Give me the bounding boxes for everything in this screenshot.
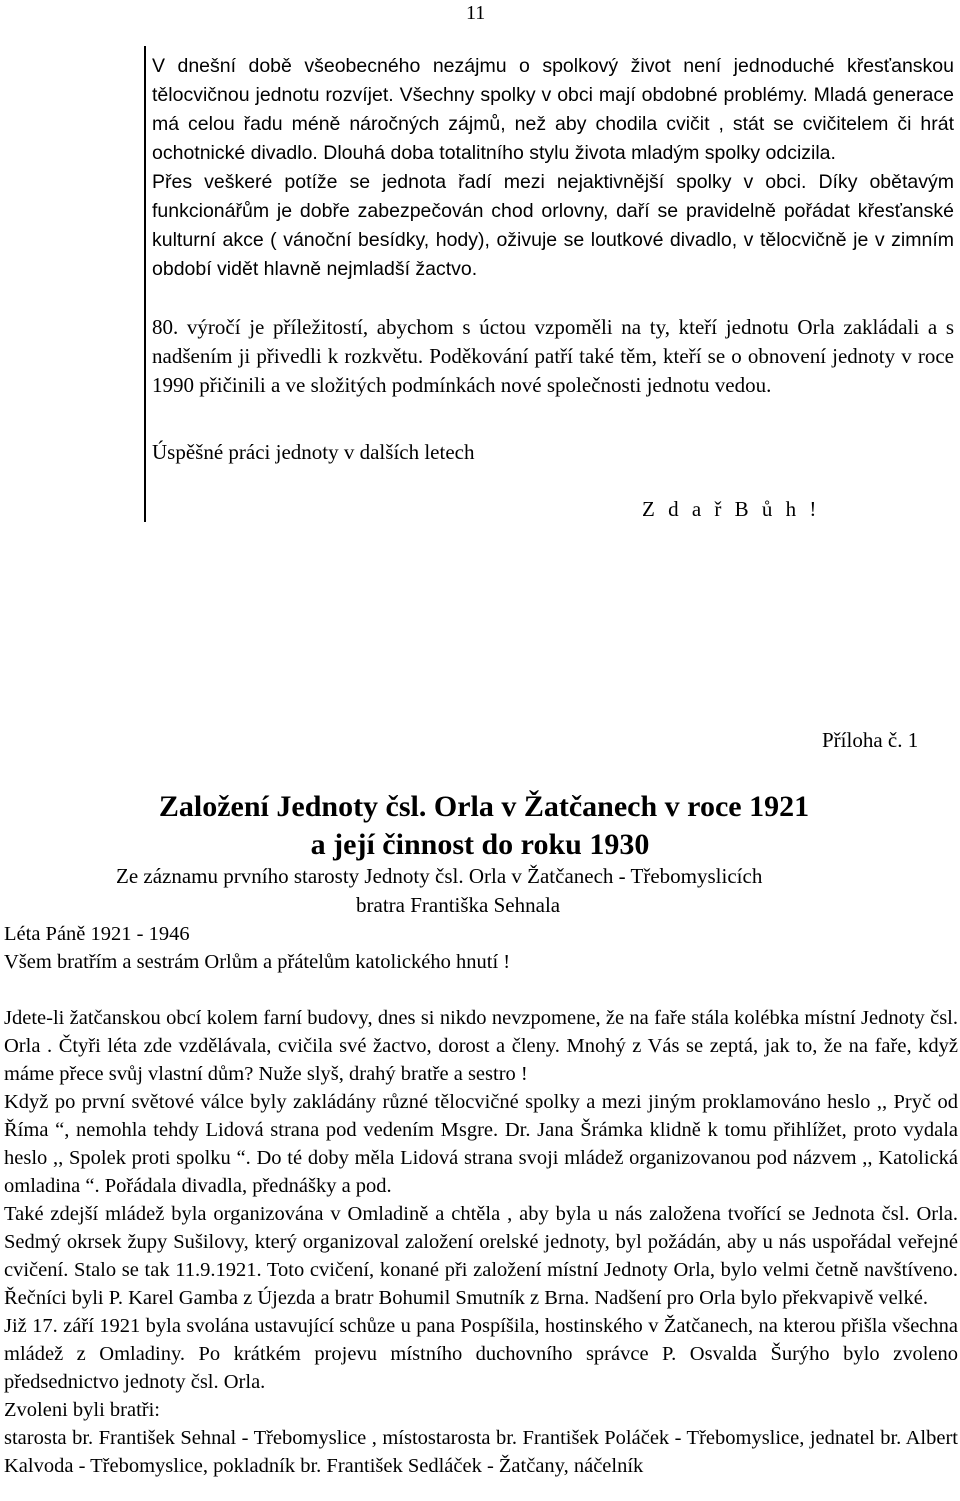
appendix-subtitle-line-2: bratra Františka Sehnala [356, 893, 561, 917]
intro-paragraph-3: 80. výročí je příležitostí, abychom s úctou vzpoměli na ty, kteří jednotu Orla zakládali a s nadšením ji přivedli k rozkvětu. Poděkování patří také těm, kteří se o obnovení jednoty v roce 1990 přičinili a ve složitých podmínkách nové společnosti jednotu vedou. [152, 315, 954, 397]
dedication-line: Všem bratřím a sestrám Orlům a přátelům katolického hnutí ! [4, 951, 511, 973]
appendix-title-line-2: a její činnost do roku 1930 [310, 828, 650, 861]
body-paragraph-5: starosta br. František Sehnal - Třebomyslice , místostarosta br. František Poláček - Třebomyslice, jednatel br. Albert Kalvoda - Třebomyslice, pokladník br. František Sedláček - Žatčany, náčelník [4, 1427, 958, 1477]
intro-section [152, 52, 954, 467]
zdar-buh-greeting: Z d a ř B ů h ! [642, 497, 821, 521]
success-wish: Úspěšné práci jednoty v dalších letech [152, 440, 475, 464]
appendix-label: Příloha č. 1 [822, 728, 919, 752]
body-paragraph-1: Jdete-li žatčanskou obcí kolem farní budovy, dnes si nikdo nevzpomene, že na faře stála kolébka místní Jednoty čsl. Orla . Čtyři léta zde vzdělávala, cvičila své žactvo, dorost a členy. Mnohý z Vás se zeptá, jak to, že na faře, když máme přece svůj vlastní dům? Nuže slyš, drahý bratře a sestro ! [4, 1007, 958, 1085]
body-paragraph-3: Také zdejší mládež byla organizována v Omladině a chtěla , aby byla u nás založena tvořící se Jednota čsl. Orla. Sedmý okrsek župy Sušilovy, který organizoval založení orelské jednoty, byl požádán, aby u nás uspořádal veřejné cvičení. Stalo se tak 11.9.1921. Toto cvičení, konané při založení místní Jednoty Orla, bylo velmi četně navštíveno. Řečníci byli P. Karel Gamba z Újezda a bratr Bohumil Smutník z Brna. Nadšení pro Orla bylo překvapivě velké. [4, 1203, 958, 1309]
intro-paragraph-1: V dnešní době všeobecného nezájmu o spolkový život není jednoduché křesťanskou tělocvičnou jednotu rozvíjet. Všechny spolky v obci mají obdobné problémy. Mladá generace má celou řadu méně náročných zájmů, než aby chodila cvičit , stát se cvičitelem či hrát ochotnické divadlo. Dlouhá doba totalitního stylu života mladým spolky odcizila. [152, 55, 954, 164]
appendix-title-line-1: Založení Jednoty čsl. Orla v Žatčanech v roce 1921 [158, 790, 810, 823]
intro-paragraph-2: Přes veškeré potíže se jednota řadí mezi nejaktivnější spolky v obci. Díky obětavým funkcionářům je dobře zabezpečován chod orlovny, daří se pravidelně pořádat křesťanské kulturní akce ( vánoční besídky, hody), oživuje se loutkové divadlo, v tělocvičně je v zimním období vidět hlavně nejmladší žactvo. [152, 171, 954, 280]
appendix-body [4, 920, 958, 1480]
page-number: 11 [466, 2, 486, 24]
body-paragraph-2: Když po první světové válce byly zakládány různé tělocvičné spolky a mezi jiným proklamováno heslo ,, Pryč od Říma “, nemohla tehdy Lidová strana pod vedením Msgre. Dr. Jana Šrámka klidně k tomu přihlížet, proto vydala heslo ,, Spolek proti spolku “. Do té doby měla Lidová strana svoji mládež organizovanou pod názvem ,, Katolická omladina “. Pořádala divadla, přednášky a pod. [4, 1091, 958, 1197]
years-line: Léta Páně 1921 - 1946 [4, 923, 190, 945]
appendix-subtitle-line-1: Ze záznamu prvního starosty Jednoty čsl. Orla v Žatčanech - Třebomyslicích [116, 864, 763, 888]
body-paragraph-4: Již 17. září 1921 byla svolána ustavující schůze u pana Pospíšila, hostinského v Žatčanech, na kterou přišla všechna mládež z Omladiny. Po krátkém projevu místního duchovního správce P. Osvalda Šurýho bylo zvoleno předsednictvo jednoty čsl. Orla. [4, 1315, 958, 1393]
elected-line: Zvoleni byli bratři: [4, 1399, 160, 1421]
